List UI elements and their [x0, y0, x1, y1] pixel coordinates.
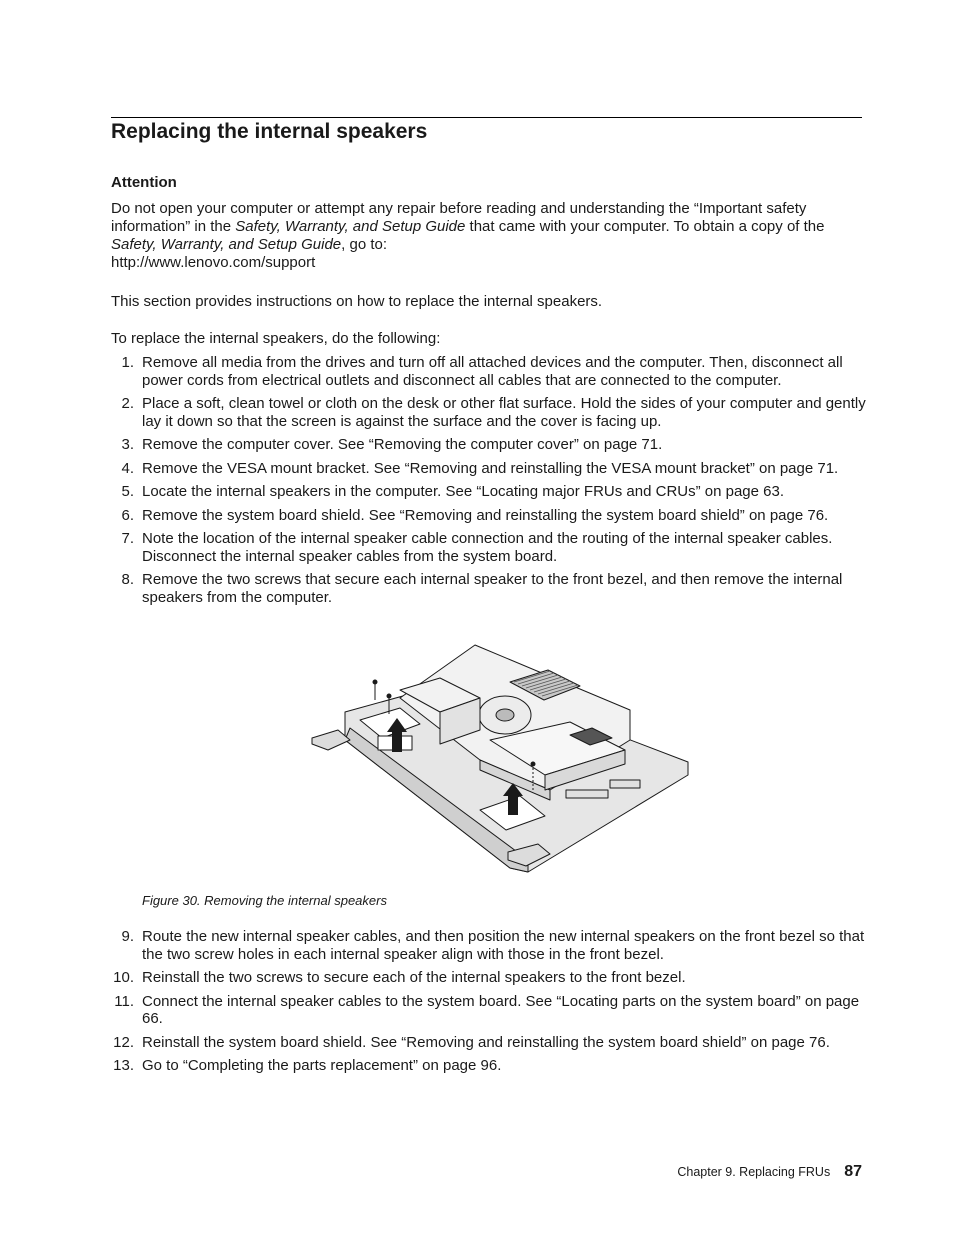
step-number: 2.	[121, 395, 134, 412]
step-text: Remove the VESA mount bracket. See “Removing and reinstalling the VESA mount bracket” on page 71.	[142, 459, 839, 477]
step-number: 9.	[121, 928, 134, 945]
list-item	[111, 1034, 866, 1052]
step-text: Note the location of the internal speaker cable connection and the routing of the internal speaker cables. Disconnect the internal speaker cables from the system board.	[142, 530, 833, 565]
list-item	[111, 483, 866, 501]
step-text: Place a soft, clean towel or cloth on the desk or other flat surface. Hold the sides of your computer and gently lay it down so that the screen is against the surface and the cover is facing up.	[142, 395, 866, 430]
guide-title-1: Safety, Warranty, and Setup Guide	[235, 218, 466, 235]
list-item	[111, 571, 866, 606]
step-number: 10.	[113, 969, 134, 986]
step-number: 4.	[121, 459, 134, 477]
list-item	[111, 354, 866, 389]
list-item	[111, 395, 866, 430]
step-number: 5.	[121, 483, 134, 500]
step-number: 7.	[121, 530, 134, 547]
footer-chapter: Chapter 9. Replacing FRUs	[677, 1165, 831, 1179]
step-number: 3.	[121, 436, 134, 453]
attention-heading: Attention	[111, 174, 177, 191]
attention-text-1: Do not open your computer or attempt any repair before reading and understanding the “Important safety information” in the	[111, 200, 807, 235]
step-text: Remove all media from the drives and turn off all attached devices and the computer. Then, disconnect all power cords from electrical outlets and disconnect all cables that are connected to the computer.	[142, 354, 843, 389]
step-number: 1.	[121, 354, 134, 371]
step-number: 12.	[113, 1033, 134, 1051]
page-title: Replacing the internal speakers	[111, 120, 428, 143]
page-number: 87	[844, 1163, 862, 1180]
step-text: Locate the internal speakers in the computer. See “Locating major FRUs and CRUs” on page 63.	[142, 483, 785, 500]
step-text: Remove the computer cover. See “Removing the computer cover” on page 71.	[142, 436, 663, 453]
lead-paragraph: To replace the internal speakers, do the following:	[111, 330, 441, 347]
guide-title-2: Safety, Warranty, and Setup Guide	[111, 236, 342, 253]
step-text: Remove the two screws that secure each internal speaker to the front bezel, and then remove the internal speakers from the computer.	[142, 571, 843, 606]
list-item	[111, 460, 866, 478]
step-text: Reinstall the system board shield. See “Removing and reinstalling the system board shield” on page 76.	[142, 1033, 830, 1051]
step-number: 13.	[113, 1057, 134, 1074]
step-number: 11.	[114, 992, 134, 1010]
steps-list-after	[111, 928, 866, 1081]
attention-text-2: that came with your computer. To obtain a copy of the	[465, 218, 825, 235]
steps-list-before	[111, 354, 866, 612]
list-item	[111, 507, 866, 525]
page-footer	[677, 1163, 862, 1181]
intro-paragraph: This section provides instructions on how to replace the internal speakers.	[111, 293, 603, 310]
list-item	[111, 1057, 866, 1075]
step-number: 8.	[121, 571, 134, 588]
speaker-removal-illustration	[300, 640, 695, 875]
step-text: Route the new internal speaker cables, and then position the new internal speakers on the front bezel so that the two screw holes in each internal speaker align with those in the front bezel.	[142, 928, 865, 963]
list-item	[111, 993, 866, 1028]
step-text: Reinstall the two screws to secure each of the internal speakers to the front bezel.	[142, 969, 686, 986]
title-rule	[111, 117, 862, 118]
list-item	[111, 969, 866, 987]
figure-caption: Figure 30. Removing the internal speakers	[142, 893, 387, 908]
attention-text-3: , go to:	[341, 236, 388, 253]
list-item	[111, 530, 866, 565]
step-number: 6.	[121, 506, 134, 524]
support-url[interactable]: http://www.lenovo.com/support	[111, 254, 316, 271]
list-item	[111, 436, 866, 454]
step-text: Remove the system board shield. See “Removing and reinstalling the system board shield” on page 76.	[142, 506, 829, 524]
step-text: Go to “Completing the parts replacement” on page 96.	[142, 1057, 502, 1074]
list-item	[111, 928, 866, 963]
step-text: Connect the internal speaker cables to the system board. See “Locating parts on the system board” on page 66.	[142, 992, 860, 1027]
attention-paragraph	[111, 200, 866, 272]
